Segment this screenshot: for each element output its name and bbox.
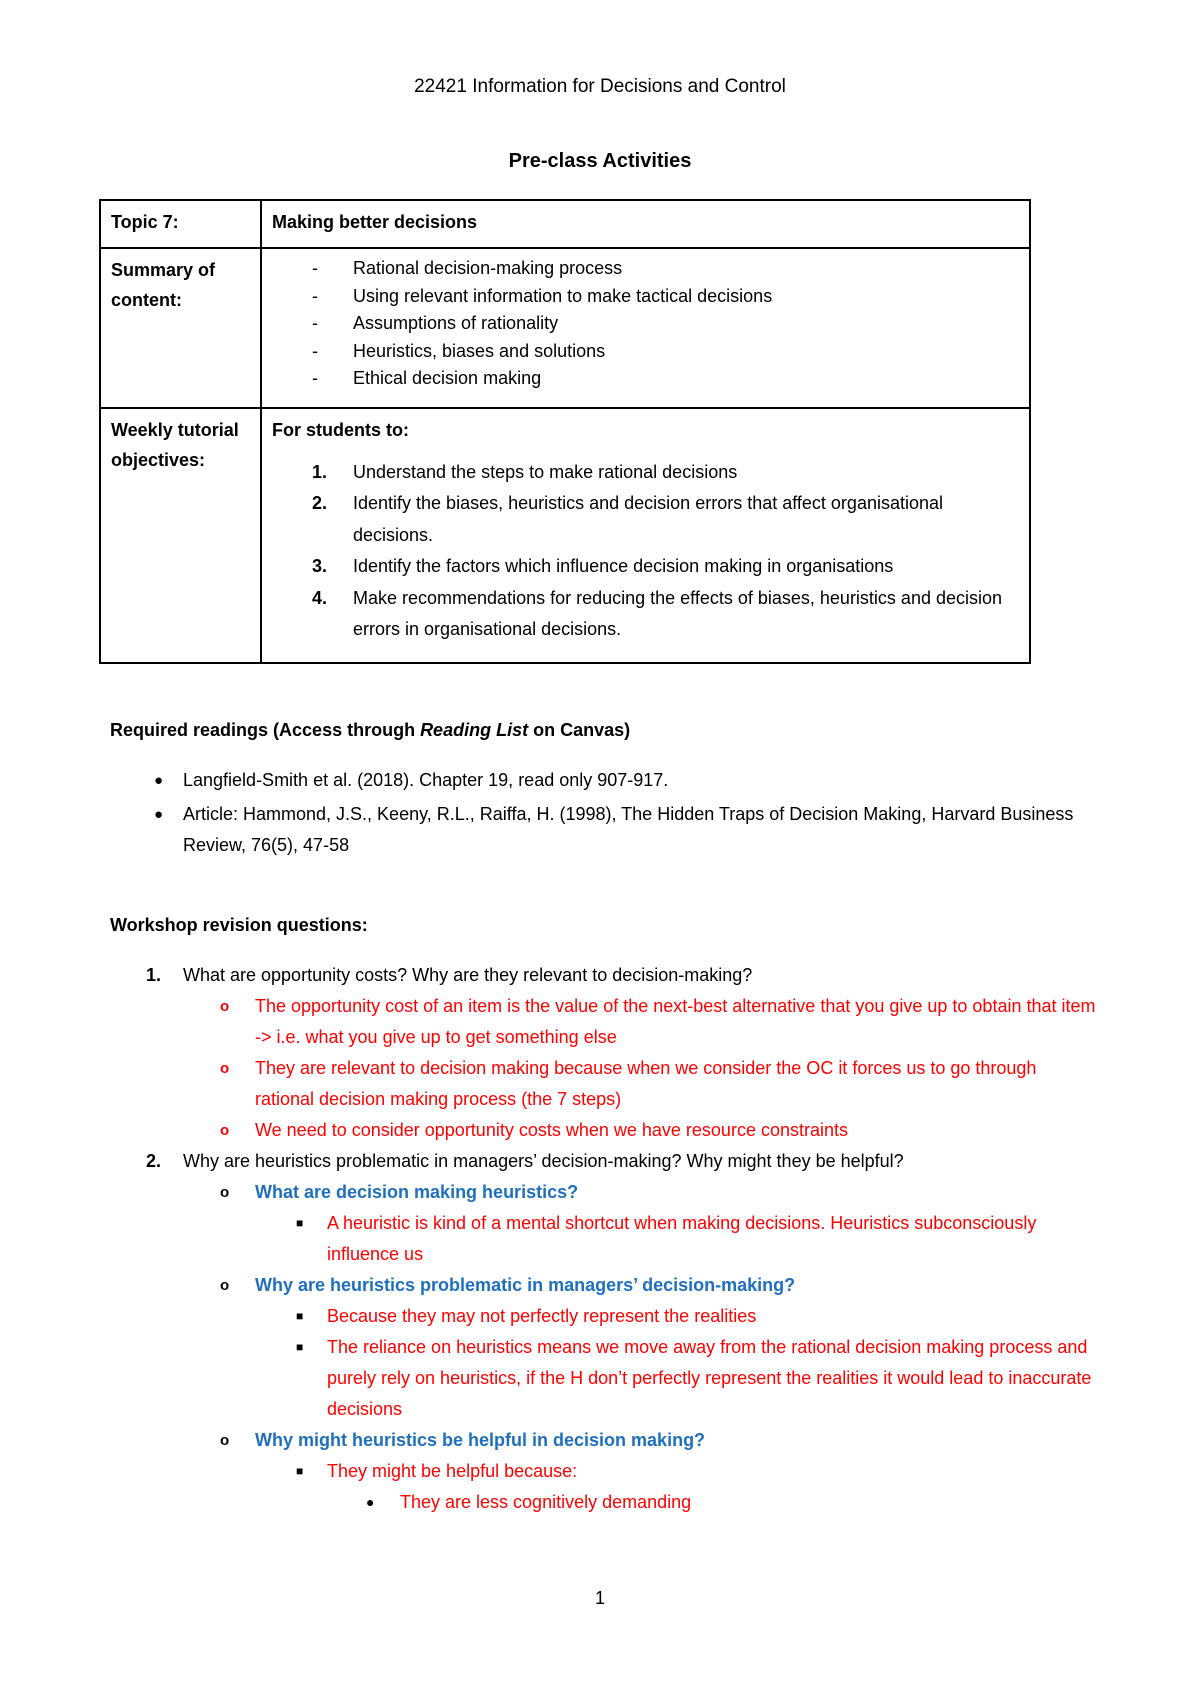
answer-item: o They are relevant to decision making because when we consider the OC it forces us to go through rational decision making process (the 7 steps) [110,1053,1100,1115]
reading-item: ● Langfield-Smith et al. (2018). Chapter 19, read only 907-917. [110,765,1100,796]
question-1: 1. What are opportunity costs? Why are they relevant to decision-making? [146,965,753,985]
objectives-row [100,408,1030,663]
objective-item: 4. Make recommendations for reducing the effects of biases, heuristics and decision errors in organisational decisions. [312,587,1003,639]
objective-item: 2. Identify the biases, heuristics and decision errors that affect organisational decisions. [312,493,944,545]
summary-label: Summary of content: [100,248,261,408]
page-title: Pre-class Activities [508,150,692,172]
objectives-label: Weekly tutorial objectives: [100,408,261,663]
subquestion: o Why might heuristics be helpful in decision making? [110,1425,1100,1456]
bullet-icon: ● [366,1494,375,1510]
summary-item: - Assumptions of rationality [272,310,1019,338]
answer-item: o We need to consider opportunity costs when we have resource constraints [110,1115,1100,1146]
topic-label: Topic 7: [100,200,261,248]
answer-item: ■ Because they may not perfectly represent the realities [110,1301,1100,1332]
answer-point: ● They are less cognitively demanding [110,1487,1100,1518]
subquestion: o Why are heuristics problematic in managers’ decision-making? [110,1270,1100,1301]
circle-bullet-icon: o [220,998,230,1015]
objective-item: 1. Understand the steps to make rational decisions [312,461,738,482]
readings-list [110,765,1100,861]
topic-row [100,200,1030,248]
answer-item: ■ They might be helpful because: [110,1456,1100,1487]
square-bullet-icon: ■ [296,1216,304,1230]
square-bullet-icon: ■ [296,1464,304,1478]
summary-item: - Ethical decision making [272,365,1019,393]
page-number: 1 [594,1588,605,1608]
square-bullet-icon: ■ [296,1340,304,1354]
objective-item: 3. Identify the factors which influence decision making in organisations [312,556,894,576]
square-bullet-icon: ■ [296,1309,304,1323]
answer-item: o The opportunity cost of an item is the value of the next-best alternative that you give up to obtain that item -> i.e. what you give up to get something else [110,991,1100,1053]
page-header: 22421 Information for Decisions and Control [414,76,786,97]
circle-bullet-icon: o [220,1122,230,1139]
circle-bullet-icon: o [220,1184,230,1201]
topic-table [99,199,1031,664]
workshop-heading: Workshop revision questions: [110,915,368,935]
answer-item: ■ The reliance on heuristics means we move away from the rational decision making process and purely rely on heuristics, if the H don’t perfectly represent the realities it would lead to inaccurate decisions [110,1332,1100,1425]
circle-bullet-icon: o [220,1060,230,1077]
summary-item: - Using relevant information to make tactical decisions [272,283,1019,311]
circle-bullet-icon: o [220,1277,230,1294]
readings-heading: Required readings (Access through Reading List on Canvas) [110,720,631,740]
objectives-intro: For students to: [272,419,409,440]
answer-item: ■ A heuristic is kind of a mental shortcut when making decisions. Heuristics subconsciously influence us [110,1208,1100,1270]
summary-item: - Rational decision-making process [272,255,1019,283]
summary-list [272,255,1019,393]
bullet-icon: ● [154,806,164,823]
subquestion: o What are decision making heuristics? [110,1177,1100,1208]
summary-item: - Heuristics, biases and solutions [272,338,1019,366]
summary-row [100,248,1030,408]
circle-bullet-icon: o [220,1432,230,1449]
workshop-questions [110,960,1100,1518]
topic-value: Making better decisions [261,200,1030,248]
question-2: 2. Why are heuristics problematic in managers’ decision-making? Why might they be helpful? [146,1151,904,1171]
bullet-icon: ● [154,772,164,789]
objectives-list [272,457,1019,646]
reading-item: ● Article: Hammond, J.S., Keeny, R.L., Raiffa, H. (1998), The Hidden Traps of Decision Making, Harvard Business Review, 76(5), 47-58 [110,799,1100,861]
